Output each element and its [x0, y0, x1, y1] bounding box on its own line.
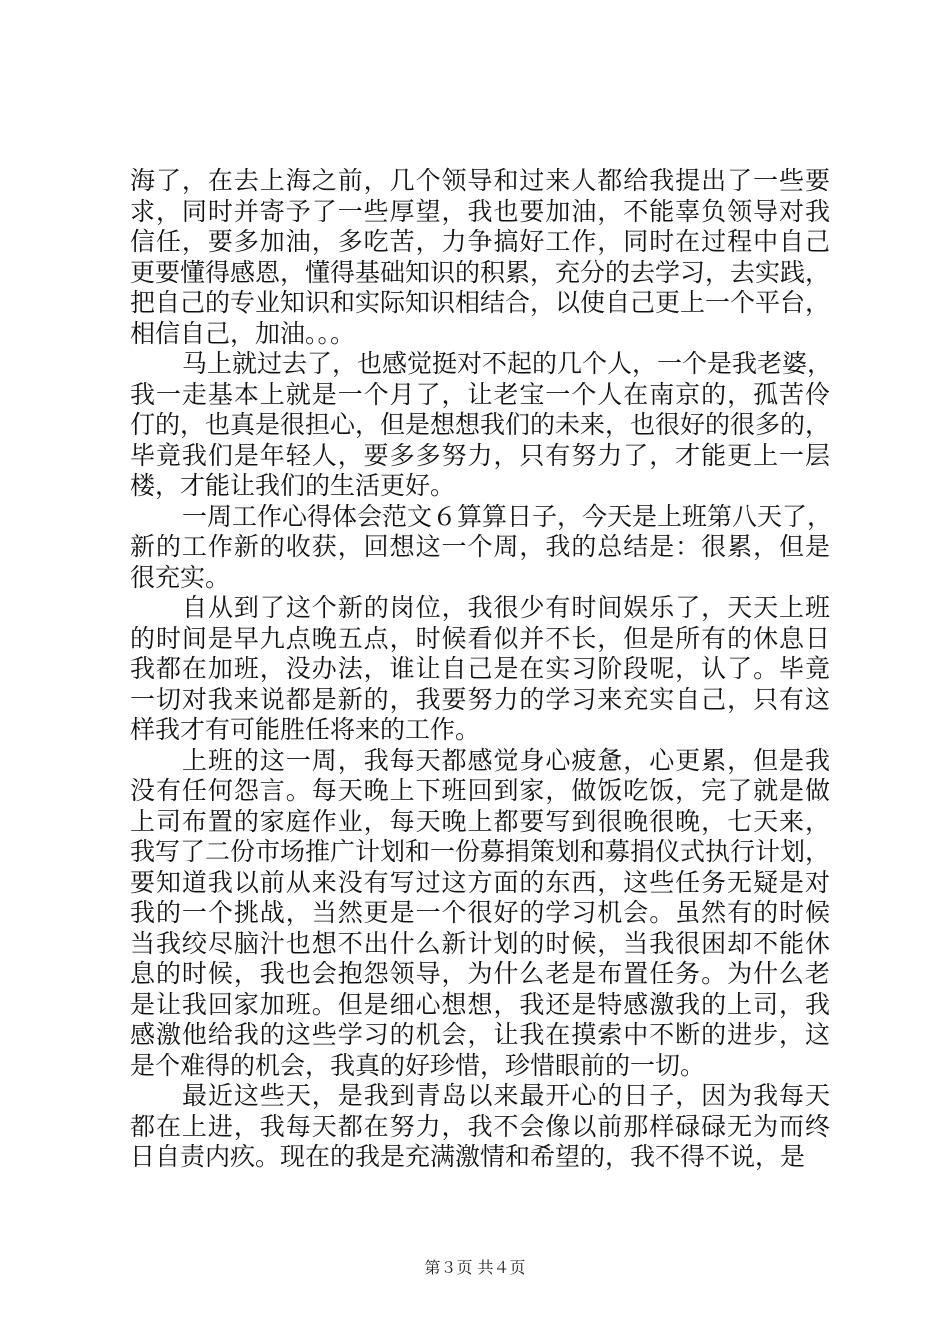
text-line: 毕竟我们是年轻人，要多多努力，只有努力了，才能更上一层	[130, 440, 830, 470]
text-line: 息的时候，我也会抱怨领导，为什么老是布置任务。为什么老	[130, 959, 830, 988]
text-line: 很充实。	[130, 562, 231, 592]
text-line: 最近这些天，是我到青岛以来最开心的日子，因为我每天	[182, 1081, 830, 1110]
text-line: 我写了二份市场推广计划和一份募捐策划和募捐仪式执行计划，	[130, 837, 831, 866]
text-line: 新的工作新的收获，回想这一个周，我的总结是：很累，但是	[130, 532, 830, 561]
text-line: 是个难得的机会，我真的好珍惜，珍惜眼前的一切。	[130, 1050, 706, 1080]
paragraph	[130, 593, 830, 746]
text-line: 上班的这一周，我每天都感觉身心疲惫，心更累，但是我	[182, 745, 830, 775]
paragraph	[130, 501, 833, 594]
text-line: 要知道我以前从来没有写过这方面的东西，这些任务无疑是对	[130, 867, 830, 897]
text-line: 求，同时并寄予了一些厚望，我也要加油，不能辜负领导对我	[130, 196, 830, 226]
text-line: 样我才有可能胜任将来的工作。	[130, 715, 481, 744]
text-line: 海了，在去上海之前，几个领导和过来人都给我提出了一些要	[130, 166, 830, 195]
text-line: 当我绞尽脑汁也想不出什么新计划的时候，当我很困却不能休	[130, 928, 830, 958]
text-line: 一切对我来说都是新的，我要努力的学习来充实自己，只有这	[130, 684, 830, 714]
text-line: 马上就过去了，也感觉挺对不起的几个人，一个是我老婆，	[182, 349, 833, 378]
text-line: 我的一个挑战，当然更是一个很好的学习机会。虽然有的时候	[130, 898, 830, 927]
document-body	[130, 166, 833, 1173]
text-line: 仃的，也真是很担心，但是想想我们的未来，也很好的很多的，	[130, 410, 831, 439]
paragraph	[130, 746, 830, 1082]
paragraph	[130, 166, 830, 349]
text-line: 信任，要多加油，多吃苦，力争搞好工作，同时在过程中自己	[130, 227, 830, 256]
text-line: 都在上进，我每天都在努力，我不会像以前那样碌碌无为而终	[130, 1111, 830, 1141]
text-line: 把自己的专业知识和实际知识相结合，以使自己更上一个平台，	[130, 288, 831, 317]
text-line: 一周工作心得体会范文６算算日子，今天是上班第八天了，	[182, 501, 833, 531]
text-line: 的时间是早九点晚五点，时候看似并不长，但是所有的休息日	[130, 623, 830, 653]
text-line: 自从到了这个新的岗位，我很少有时间娱乐了，天天上班	[182, 593, 830, 622]
page-footer: 第３页 共４页	[424, 1258, 526, 1277]
text-line: 日自责内疚。现在的我是充满激情和希望的，我不得不说，是	[130, 1142, 806, 1171]
paragraph	[130, 1081, 830, 1173]
text-line: 相信自己，加油。。。	[130, 318, 356, 348]
text-line: 我都在加班，没办法，谁让自己是在实习阶段呢，认了。毕竟	[130, 654, 830, 683]
text-line: 是让我回家加班。但是细心想想，我还是特感激我的上司，我	[130, 989, 830, 1019]
text-line: 更要懂得感恩，懂得基础知识的积累，充分的去学习，去实践，	[130, 257, 831, 287]
text-line: 我一走基本上就是一个月了，让老宝一个人在南京的，孤苦伶	[130, 379, 830, 409]
text-line: 楼，才能让我们的生活更好。	[130, 471, 456, 500]
paragraph	[130, 349, 833, 502]
text-line: 上司布置的家庭作业，每天晚上都要写到很晚很晚，七天来，	[130, 806, 830, 836]
text-line: 感激他给我的这些学习的机会，让我在摸索中不断的进步，这	[130, 1020, 830, 1049]
text-line: 没有任何怨言。每天晚上下班回到家，做饭吃饭，完了就是做	[130, 776, 830, 805]
